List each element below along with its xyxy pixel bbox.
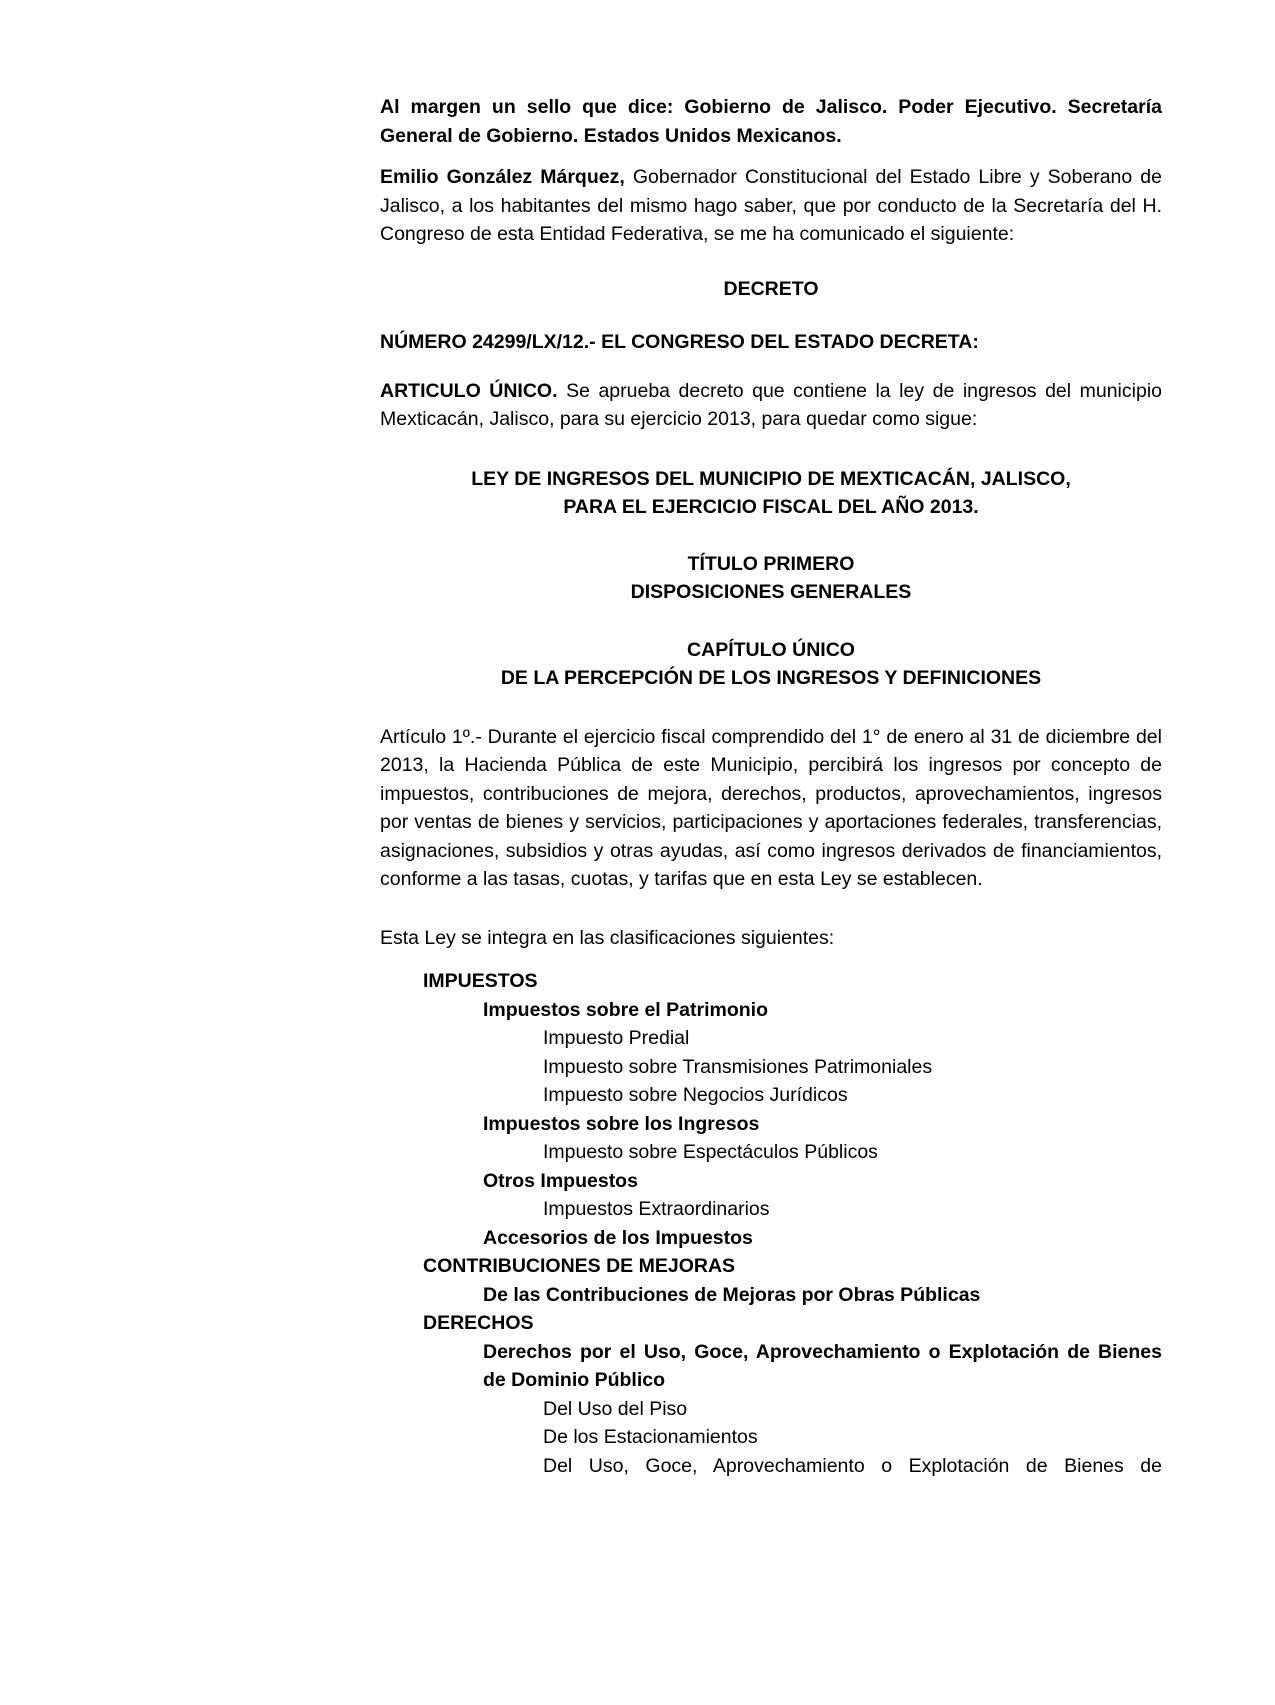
classification-item-level-3: De los Estacionamientos xyxy=(543,1426,758,1448)
articulo-unico xyxy=(380,377,1162,434)
articulo-unico-label: ARTICULO ÚNICO. xyxy=(380,379,558,402)
law-title-line-2: PARA EL EJERCICIO FISCAL DEL AÑO 2013. xyxy=(563,496,979,518)
governor-name: Emilio González Márquez, xyxy=(380,166,625,188)
document-page xyxy=(380,93,1162,1480)
classification-item-level-3: Del Uso del Piso xyxy=(543,1397,688,1420)
title-heading xyxy=(380,550,1162,607)
classification-item-level-1: IMPUESTOS xyxy=(423,970,538,992)
law-title xyxy=(380,465,1162,522)
classification-item-level-3: Del Uso, Goce, Aprovechamiento o Explotación de Bienes de xyxy=(543,1454,1162,1477)
classification-item-level-2: Otros Impuestos xyxy=(483,1169,638,1192)
classification-item-level-2: Derechos por el Uso, Goce, Aprovechamiento o Explotación de Bienes de Dominio Público xyxy=(483,1340,1162,1391)
article-1: Artículo 1º.- Durante el ejercicio fiscal comprendido del 1° de enero al 31 de diciembre del 2013, la Hacienda Pública de este Municipio, percibirá los ingresos por concepto de impuestos, contribuciones de mejora, derechos, productos, aprovechamientos, ingresos por ventas de bienes y servicios, participaciones y aportaciones federales, transferencias, asignaciones, subsidios y otras ayudas, así como ingresos derivados de financiamientos, conforme a las tasas, cuotas, y tarifas que en esta Ley se establecen. xyxy=(380,725,1162,890)
decree-number: NÚMERO 24299/LX/12.- EL CONGRESO DEL ESTADO DECRETA: xyxy=(380,331,979,353)
classification-item-level-1: CONTRIBUCIONES DE MEJORAS xyxy=(423,1255,736,1277)
classification-item-level-3: Impuestos Extraordinarios xyxy=(543,1198,770,1220)
chapter-heading-line-2: DE LA PERCEPCIÓN DE LOS INGRESOS Y DEFINICIONES xyxy=(500,667,1042,689)
classification-item-level-2: Impuestos sobre el Patrimonio xyxy=(483,998,768,1021)
classification-list xyxy=(380,967,1162,1480)
intro-paragraph xyxy=(380,163,1162,249)
articulo-unico-text: Se aprueba decreto que contiene la ley de ingresos del municipio Mexticacán, Jalisco, para su ejercicio 2013, para quedar como sigue: xyxy=(380,379,1162,430)
classification-item-level-3: Impuesto Predial xyxy=(543,1027,690,1049)
classification-item-level-2: Accesorios de los Impuestos xyxy=(483,1226,753,1249)
title-heading-line-1: TÍTULO PRIMERO xyxy=(687,552,855,575)
chapter-heading xyxy=(380,636,1162,693)
classification-item-level-3: Impuesto sobre Transmisiones Patrimoniales xyxy=(543,1055,933,1078)
classification-item-level-2: Impuestos sobre los Ingresos xyxy=(483,1112,760,1135)
classifications-intro: Esta Ley se integra en las clasificaciones siguientes: xyxy=(380,926,835,949)
classification-item-level-3: Impuesto sobre Negocios Jurídicos xyxy=(543,1084,848,1106)
law-title-line-1: LEY DE INGRESOS DEL MUNICIPIO DE MEXTICACÁN, JALISCO, xyxy=(471,467,1071,490)
title-heading-line-2: DISPOSICIONES GENERALES xyxy=(630,581,912,603)
intro-text: Gobernador Constitucional del Estado Libre y Soberano de Jalisco, a los habitantes del mismo hago saber, que por conducto de la Secretaría del H. Congreso de esta Entidad Federativa, se me ha comunicado el siguiente: xyxy=(380,166,1162,245)
classification-item-level-2: De las Contribuciones de Mejoras por Obras Públicas xyxy=(483,1283,981,1306)
classification-item-level-1: DERECHOS xyxy=(423,1312,534,1334)
decreto-heading: DECRETO xyxy=(723,277,819,300)
chapter-heading-line-1: CAPÍTULO ÚNICO xyxy=(687,638,855,661)
seal-notice: Al margen un sello que dice: Gobierno de Jalisco. Poder Ejecutivo. Secretaría General de Gobierno. Estados Unidos Mexicanos. xyxy=(380,96,1162,147)
classification-item-level-3: Impuesto sobre Espectáculos Públicos xyxy=(543,1141,878,1163)
